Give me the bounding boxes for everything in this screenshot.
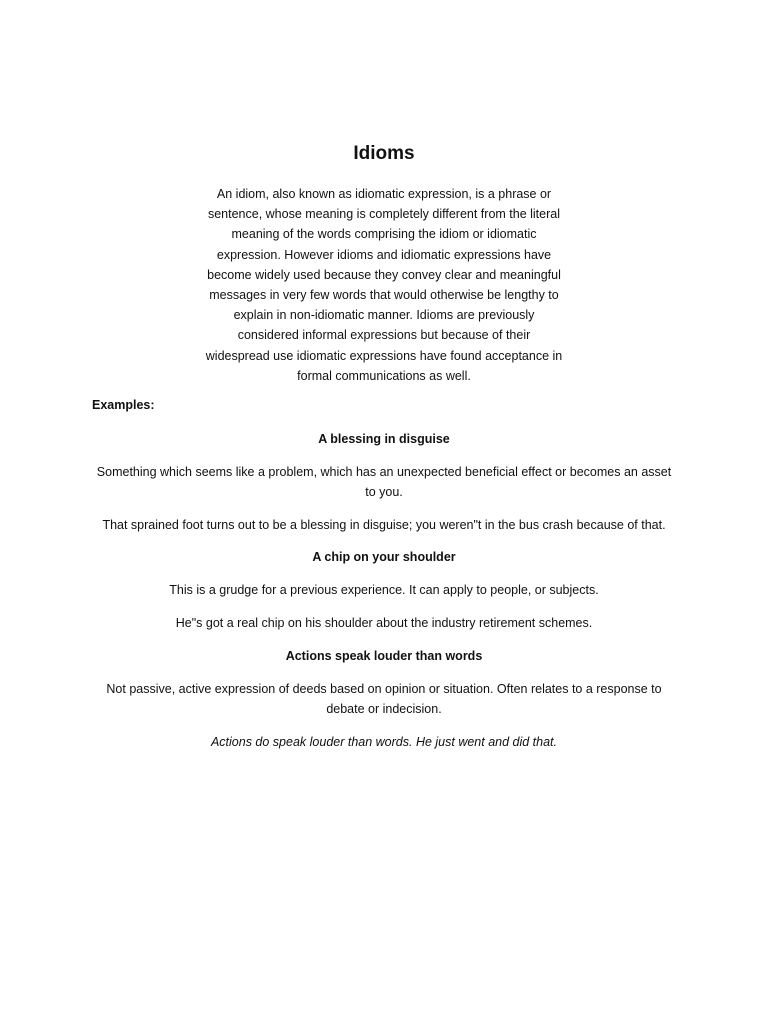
idiom-meaning: Something which seems like a problem, which has an unexpected beneficial effect or becomes an asset to you. [96,465,672,499]
document-title: Idioms [353,143,415,164]
idiom-heading: A chip on your shoulder [312,550,456,564]
idiom-example: He"s got a real chip on his shoulder about the industry retirement schemes. [175,616,593,630]
idiom-meaning: This is a grudge for a previous experience. It can apply to people, or subjects. [169,583,599,597]
idiom-meaning: Not passive, active expression of deeds based on opinion or situation. Often relates to a response to debate or indecision. [106,682,662,716]
idiom-example: That sprained foot turns out to be a blessing in disguise; you weren"t in the bus crash because of that. [102,518,666,532]
idiom-heading: Actions speak louder than words [285,649,483,663]
examples-label: Examples: [92,398,155,412]
idiom-heading: A blessing in disguise [318,432,450,446]
intro-paragraph: An idiom, also known as idiomatic expression, is a phrase or sentence, whose meaning is completely different from the literal meaning of the words comprising the idiom or idiomatic expression. However idioms and idiomatic expressions have become widely used because they convey clear and meaningful messages in very few words that would otherwise be lengthy to explain in non-idiomatic manner. Idioms are previously considered informal expressions but because of their widespread use idiomatic expressions have found acceptance in formal communications as well. [205,187,563,383]
idiom-example: Actions do speak louder than words. He just went and did that. [210,735,558,749]
